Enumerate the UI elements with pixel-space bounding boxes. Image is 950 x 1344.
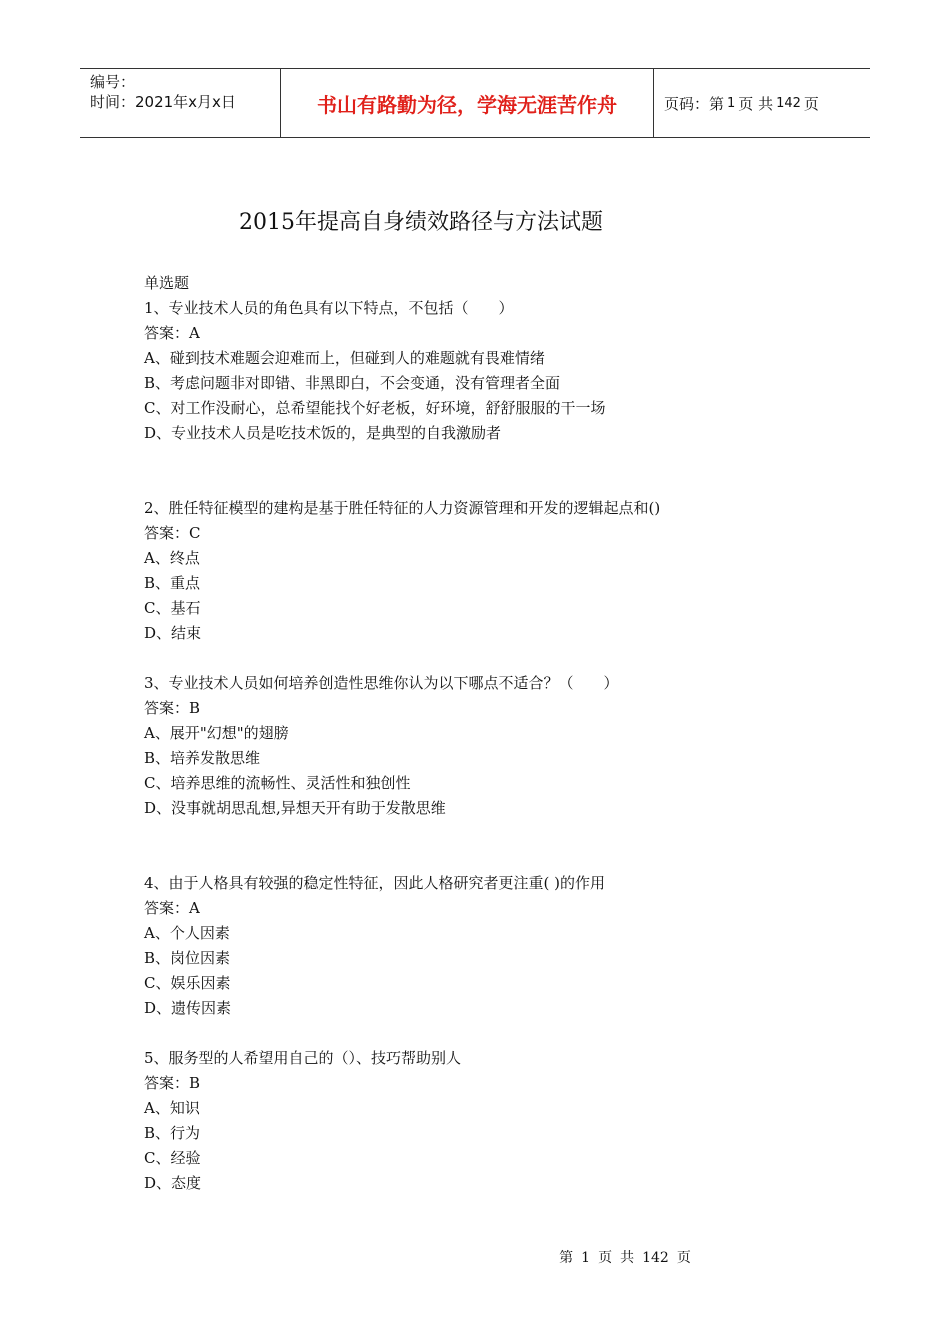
option-c: C、娱乐因素 [144, 974, 231, 992]
answer-text: 答案：A [144, 324, 200, 342]
option-d: D、没事就胡思乱想,异想天开有助于发散思维 [144, 799, 446, 817]
question-block-4 [144, 871, 844, 1021]
question-list [144, 271, 844, 1196]
question-text: 4、由于人格具有较强的稳定性特征，因此人格研究者更注重( )的作用 [144, 874, 606, 892]
answer-text: 答案：B [144, 1074, 201, 1092]
option-a: A、个人因素 [144, 924, 230, 942]
option-b: B、考虑问题非对即错、非黑即白，不会变通，没有管理者全面 [144, 374, 561, 392]
question-text: 5、服务型的人希望用自己的（）、技巧帮助别人 [144, 1049, 462, 1067]
spacer [144, 1021, 844, 1046]
spacer [144, 821, 844, 871]
page-total: 142 [776, 95, 801, 111]
option-a: A、终点 [144, 549, 200, 567]
number-label: 编号： [90, 73, 136, 91]
footer-mid1: 页 [598, 1250, 613, 1266]
header-page-info [654, 69, 870, 137]
question-block-1 [144, 296, 844, 446]
question-block-5 [144, 1046, 844, 1196]
option-c: C、基石 [144, 599, 201, 617]
answer-text: 答案：C [144, 524, 201, 542]
footer-mid2: 共 [620, 1250, 635, 1266]
page-footer [0, 1247, 950, 1267]
option-a: A、碰到技术难题会迎难而上，但碰到人的难题就有畏难情绪 [144, 349, 545, 367]
header-info-cell [80, 69, 281, 137]
footer-prefix: 第 [559, 1250, 574, 1266]
page-mid: 页 共 [738, 94, 774, 113]
question-block-3 [144, 671, 844, 821]
option-a: A、知识 [144, 1099, 200, 1117]
header-motto: 书山有路勤为径，学海无涯苦作舟 [281, 69, 654, 137]
option-c: C、培养思维的流畅性、灵活性和独创性 [144, 774, 411, 792]
footer-current: 1 [581, 1250, 591, 1266]
option-b: B、重点 [144, 574, 201, 592]
section-heading: 单选题 [144, 274, 190, 292]
answer-text: 答案：A [144, 899, 200, 917]
option-b: B、行为 [144, 1124, 201, 1142]
option-d: D、遗传因素 [144, 999, 232, 1017]
question-text: 2、胜任特征模型的建构是基于胜任特征的人力资源管理和开发的逻辑起点和() [144, 499, 661, 517]
option-d: D、专业技术人员是吃技术饭的，是典型的自我激励者 [144, 424, 502, 442]
footer-suffix: 页 [676, 1250, 691, 1266]
time-label: 时间：2021年x月x日 [90, 93, 236, 111]
page-prefix: 页码：第 [664, 94, 725, 113]
footer-total: 142 [642, 1250, 669, 1266]
question-text: 3、专业技术人员如何培养创造性思维你认为以下哪点不适合？（ ） [144, 674, 619, 692]
option-b: B、培养发散思维 [144, 749, 261, 767]
header-table [80, 68, 870, 138]
option-d: D、结束 [144, 624, 202, 642]
question-text: 1、专业技术人员的角色具有以下特点，不包括（ ） [144, 299, 514, 317]
question-block-2 [144, 496, 844, 646]
page-current: 1 [727, 95, 736, 111]
document-title: 2015年提高自身绩效路径与方法试题 [239, 210, 603, 235]
spacer [144, 646, 844, 671]
page-suffix: 页 [803, 94, 819, 113]
option-c: C、对工作没耐心，总希望能找个好老板，好环境，舒舒服服的干一场 [144, 399, 606, 417]
option-a: A、展开"幻想"的翅膀 [144, 724, 289, 742]
answer-text: 答案：B [144, 699, 201, 717]
spacer [144, 446, 844, 496]
option-c: C、经验 [144, 1149, 201, 1167]
option-b: B、岗位因素 [144, 949, 231, 967]
option-d: D、态度 [144, 1174, 202, 1192]
